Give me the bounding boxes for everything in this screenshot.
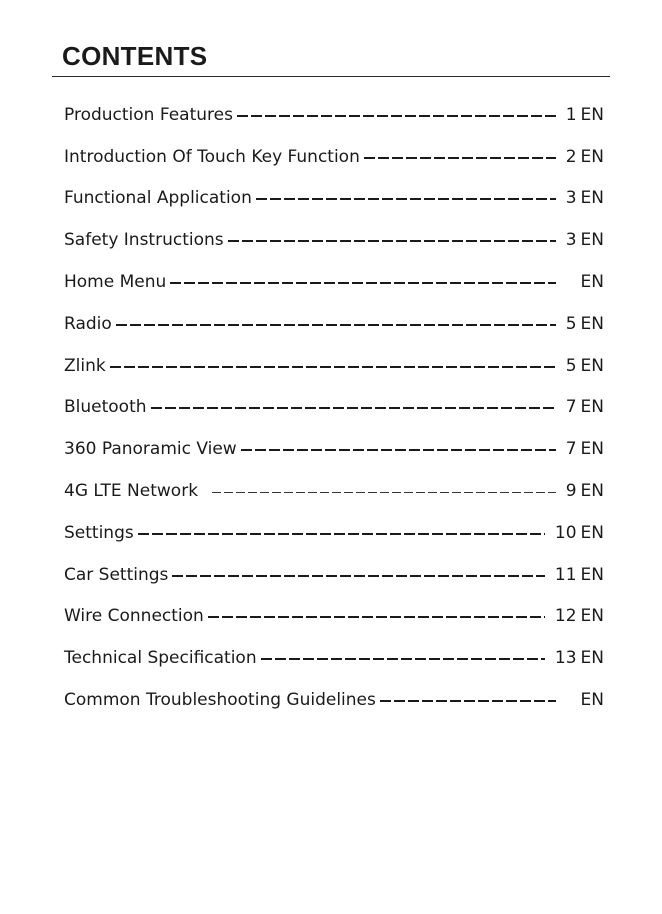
- page-number: 1: [565, 104, 577, 125]
- toc-entry-touch-key-function[interactable]: [64, 136, 604, 178]
- language-code: EN: [580, 272, 604, 293]
- language-code: EN: [580, 188, 604, 209]
- page-number: 2: [565, 146, 577, 167]
- language-code: EN: [580, 230, 604, 251]
- dash-leader: [256, 198, 556, 200]
- language-code: EN: [580, 564, 604, 585]
- language-code: EN: [580, 313, 604, 334]
- toc-entry-4g-lte-network[interactable]: [64, 470, 604, 512]
- page-number: 5: [565, 355, 577, 376]
- page-title: CONTENTS: [62, 41, 208, 71]
- page-number: 7: [565, 439, 577, 460]
- toc-entry-car-settings[interactable]: [64, 554, 604, 596]
- toc-entry-page: [562, 104, 604, 126]
- toc-entry-production-features[interactable]: [64, 94, 604, 136]
- toc-entry-label: Wire Connection: [64, 606, 204, 627]
- toc-entry-page: [562, 438, 604, 460]
- toc-entry-page: [562, 689, 604, 711]
- toc-entry-label: Home Menu: [64, 272, 167, 293]
- dash-leader: [151, 407, 556, 409]
- page-number: 7: [565, 397, 577, 418]
- toc-entry-troubleshooting-guidelines[interactable]: [64, 679, 604, 721]
- toc-entry-page: [551, 564, 604, 586]
- toc-entry-label: Technical Specification: [64, 648, 257, 669]
- language-code: EN: [580, 355, 604, 376]
- dash-leader: [170, 282, 556, 284]
- toc-entry-label: Bluetooth: [64, 397, 147, 418]
- toc-entry-page: [562, 187, 604, 209]
- dash-leader: [364, 157, 556, 159]
- page-number: 3: [565, 230, 577, 251]
- dash-leader: [237, 115, 556, 117]
- language-code: EN: [580, 481, 604, 502]
- toc-entry-label: 360 Panoramic View: [64, 439, 237, 460]
- toc-entry-label: Safety Instructions: [64, 230, 224, 251]
- toc-entry-radio[interactable]: [64, 303, 604, 345]
- toc-entry-technical-specification[interactable]: [64, 637, 604, 679]
- dash-leader: [172, 575, 544, 577]
- dash-leader: [208, 616, 545, 618]
- toc-entry-page: [551, 522, 604, 544]
- dash-leader: [228, 240, 556, 242]
- toc-entry-page: [551, 605, 604, 627]
- language-code: EN: [580, 104, 604, 125]
- dash-leader: [116, 324, 556, 326]
- language-code: EN: [580, 606, 604, 627]
- toc-entry-bluetooth[interactable]: [64, 387, 604, 429]
- toc-entry-page: [562, 355, 604, 377]
- toc-entry-label: Radio: [64, 313, 112, 334]
- dash-leader: [261, 658, 545, 660]
- language-code: EN: [580, 522, 604, 543]
- toc-entry-label: Car Settings: [64, 564, 169, 585]
- dash-leader: [212, 492, 556, 493]
- toc-entry-functional-application[interactable]: [64, 178, 604, 220]
- language-code: EN: [580, 439, 604, 460]
- language-code: EN: [580, 648, 604, 669]
- toc-entry-label: Common Troubleshooting Guidelines: [64, 690, 376, 711]
- toc-entry-label: 4G LTE Network: [64, 481, 199, 502]
- page-number: 10: [554, 522, 577, 543]
- toc-entry-home-menu[interactable]: [64, 261, 604, 303]
- toc-entry-page: [562, 313, 604, 335]
- language-code: EN: [580, 146, 604, 167]
- toc-entry-label: Functional Application: [64, 188, 252, 209]
- toc-entry-label: Introduction Of Touch Key Function: [64, 146, 360, 167]
- toc-entry-label: Settings: [64, 522, 134, 543]
- toc-entry-zlink[interactable]: [64, 345, 604, 387]
- toc-entry-page: [562, 396, 604, 418]
- language-code: EN: [580, 397, 604, 418]
- toc-entry-settings[interactable]: [64, 512, 604, 554]
- toc-entry-panoramic-view[interactable]: [64, 428, 604, 470]
- toc-entry-safety-instructions[interactable]: [64, 219, 604, 261]
- page-number: 5: [565, 313, 577, 334]
- page-number: 11: [554, 564, 577, 585]
- table-of-contents: [64, 94, 604, 721]
- dash-leader: [241, 449, 556, 451]
- dash-leader: [110, 366, 556, 368]
- page-number: 12: [554, 606, 577, 627]
- dash-leader: [380, 700, 556, 702]
- toc-entry-label: Zlink: [64, 355, 106, 376]
- toc-entry-page: [562, 271, 604, 293]
- page-number: 3: [565, 188, 577, 209]
- title-divider: [52, 76, 610, 77]
- toc-entry-page: [562, 480, 604, 502]
- toc-entry-page: [562, 229, 604, 251]
- page-number: 9: [565, 481, 577, 502]
- page-number: 13: [554, 648, 577, 669]
- dash-leader: [138, 533, 545, 535]
- toc-entry-page: [562, 146, 604, 168]
- toc-entry-label: Production Features: [64, 104, 233, 125]
- language-code: EN: [580, 690, 604, 711]
- toc-entry-wire-connection[interactable]: [64, 596, 604, 638]
- toc-entry-page: [551, 647, 604, 669]
